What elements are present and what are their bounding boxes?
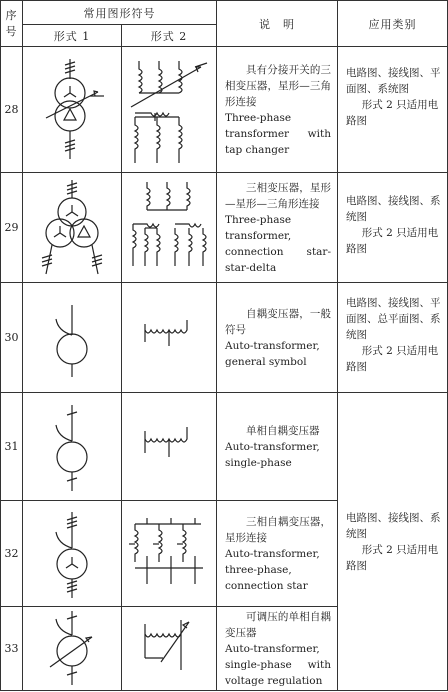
row-number: 32 xyxy=(1,501,23,607)
application-note: 形式 2 只适用电路图 xyxy=(346,543,439,572)
description-zh: 自耦变压器，一般符号 xyxy=(225,307,331,336)
description-zh: 三相变压器，星形—星形—三角形连接 xyxy=(225,181,331,210)
row-number: 31 xyxy=(1,393,23,501)
row-description xyxy=(217,283,338,393)
header-symbols: 常用图形符号 xyxy=(23,1,217,25)
application-note: 形式 2 只适用电路图 xyxy=(346,227,439,255)
row-number: 29 xyxy=(1,173,23,283)
symbol-form2-cell xyxy=(122,47,217,173)
three-winding-transformer-form1-icon xyxy=(32,178,112,278)
symbol-form1-cell xyxy=(23,283,122,393)
application-cell xyxy=(338,47,448,173)
application-cell xyxy=(338,393,448,691)
application-cell xyxy=(338,173,448,283)
three-phase-transformer-tap-form2-icon xyxy=(125,55,213,165)
application-note: 形式 2 只适用电路图 xyxy=(346,345,439,373)
row-description xyxy=(217,47,338,173)
description-zh: 三相自耦变压器，星形连接 xyxy=(225,515,331,544)
table-row xyxy=(1,283,448,393)
autotransformer-form1-icon xyxy=(42,293,102,383)
application-categories: 电路图、接线图、平面图、总平面图、系统图 xyxy=(346,297,441,341)
header-form1: 形式 1 xyxy=(23,25,122,47)
symbol-form1-cell xyxy=(23,47,122,173)
symbol-form1-cell xyxy=(23,393,122,501)
description-zh: 单相自耦变压器 xyxy=(246,424,320,437)
header-form2: 形式 2 xyxy=(122,25,217,47)
symbol-form2-cell xyxy=(122,607,217,691)
adjustable-autotransformer-form2-icon xyxy=(139,614,199,684)
symbol-form1-cell xyxy=(23,173,122,283)
single-phase-autotransformer-form1-icon xyxy=(42,399,102,495)
symbol-form2-cell xyxy=(122,173,217,283)
row-description xyxy=(217,393,338,501)
table-row xyxy=(1,47,448,173)
three-phase-transformer-tap-form1-icon xyxy=(32,55,112,165)
single-phase-autotransformer-form2-icon xyxy=(139,417,199,477)
application-cell xyxy=(338,283,448,393)
header-number: 序号 xyxy=(1,1,23,47)
symbol-form2-cell xyxy=(122,501,217,607)
application-note: 形式 2 只适用电路图 xyxy=(346,99,439,127)
symbol-form2-cell xyxy=(122,393,217,501)
application-categories: 电路图、接线图、系统图 xyxy=(346,195,441,223)
row-description xyxy=(217,173,338,283)
row-number: 30 xyxy=(1,283,23,393)
description-zh: 具有分接开关的三相变压器，星形—三角形连接 xyxy=(225,63,331,108)
table-row xyxy=(1,173,448,283)
three-phase-autotransformer-form1-icon xyxy=(42,506,102,602)
header-description: 说 明 xyxy=(217,1,338,47)
description-en: Three-phase transformer with tap changer xyxy=(225,111,331,156)
adjustable-autotransformer-form1-icon xyxy=(42,609,102,689)
symbol-form2-cell xyxy=(122,283,217,393)
row-description xyxy=(217,501,338,607)
description-zh: 可调压的单相自耦变压器 xyxy=(225,610,331,639)
description-en: Auto-transformer, single-phase with voltage regulation xyxy=(225,642,331,687)
three-winding-transformer-form2-icon xyxy=(125,178,213,278)
row-description xyxy=(217,607,338,691)
symbol-form1-cell xyxy=(23,607,122,691)
row-number: 28 xyxy=(1,47,23,173)
description-en: Auto-transformer, single-phase xyxy=(225,440,320,469)
symbol-form1-cell xyxy=(23,501,122,607)
row-number: 33 xyxy=(1,607,23,691)
description-en: Auto-transformer, general symbol xyxy=(225,339,320,368)
header-application: 应用类别 xyxy=(338,1,448,47)
description-en: Auto-transformer, three-phase, connection star xyxy=(225,547,320,592)
three-phase-autotransformer-form2-icon xyxy=(125,514,213,594)
description-en: Three-phase transformer, connection star-star-delta xyxy=(225,213,331,274)
application-categories: 电路图、接线图、系统图 xyxy=(346,511,441,540)
autotransformer-form2-icon xyxy=(139,308,199,368)
application-categories: 电路图、接线图、平面图、系统图 xyxy=(346,67,441,95)
table-row xyxy=(1,393,448,501)
